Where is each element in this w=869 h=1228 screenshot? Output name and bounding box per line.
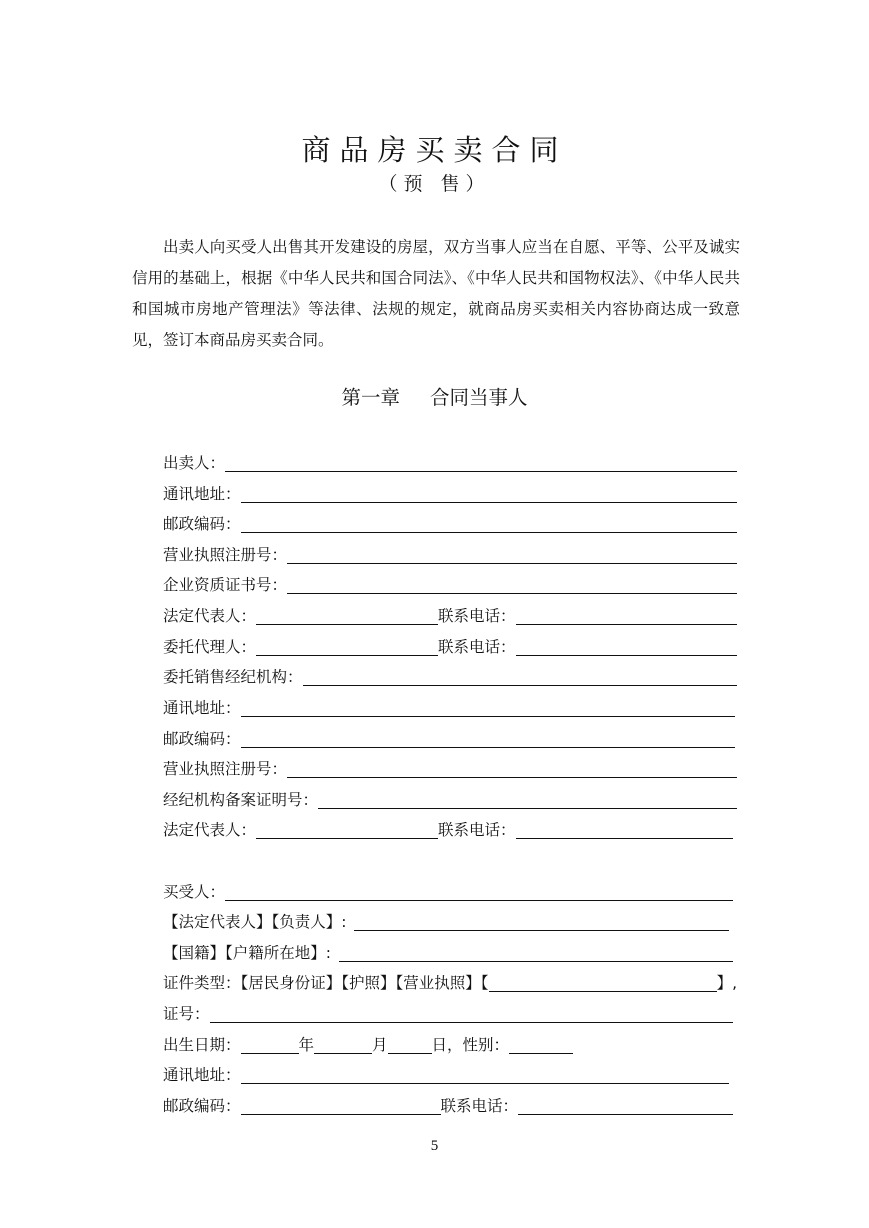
seller-agent-label: 委托代理人：	[163, 638, 257, 656]
seller-name-field[interactable]	[225, 451, 737, 472]
agency-record-label: 经纪机构备案证明号：	[163, 791, 319, 809]
buyer-postcode-field[interactable]	[241, 1094, 441, 1115]
seller-agent-field[interactable]	[256, 635, 438, 656]
agency-legal-rep-field[interactable]	[256, 818, 438, 839]
seller-qualification-field[interactable]	[287, 573, 737, 594]
agency-license-row	[163, 754, 737, 780]
seller-legal-rep-row	[163, 601, 737, 627]
seller-name-label: 出卖人：	[163, 454, 226, 472]
seller-legal-rep-label: 法定代表人：	[163, 607, 257, 625]
agency-record-field[interactable]	[318, 788, 737, 809]
seller-legal-rep-field[interactable]	[256, 604, 438, 625]
agency-name-field[interactable]	[303, 665, 737, 686]
buyer-rep-row	[163, 907, 729, 933]
seller-qualification-row	[163, 570, 737, 596]
chapter-heading	[0, 382, 869, 414]
agency-name-row	[163, 662, 737, 688]
agency-phone-field[interactable]	[516, 818, 733, 839]
seller-license-row	[163, 540, 737, 566]
seller-address-label: 通讯地址：	[163, 485, 241, 503]
preamble-paragraph: 出卖人向买受人出售其开发建设的房屋，双方当事人应当在自愿、平等、公平及诚实信用的基础上，根据《中华人民共和国合同法》、《中华人民共和国物权法》、《中华人民共和国城市房地产管理法》等法律、法规的规定，就商品房买卖相关内容协商达成一致意见，签订本商品房买卖合同。	[132, 238, 740, 349]
seller-license-field[interactable]	[287, 543, 737, 564]
day-gender-label: 日，性别：	[431, 1036, 510, 1054]
agency-legal-rep-row	[163, 815, 733, 841]
buyer-nationality-row	[163, 938, 733, 964]
year-label: 年	[298, 1036, 315, 1054]
page-number: 5	[430, 1138, 439, 1154]
birth-day-field[interactable]	[388, 1033, 432, 1054]
buyer-postcode-label: 邮政编码：	[163, 1097, 241, 1115]
seller-agent-phone-field[interactable]	[516, 635, 737, 656]
buyer-address-label: 通讯地址：	[163, 1066, 241, 1084]
buyer-birth-row	[163, 1030, 573, 1056]
agency-address-field[interactable]	[241, 696, 735, 717]
agency-postcode-field[interactable]	[241, 727, 735, 748]
seller-license-label: 营业执照注册号：	[163, 546, 288, 564]
buyer-id-type-field[interactable]	[489, 971, 717, 992]
seller-phone-label: 联系电话：	[438, 607, 516, 625]
buyer-rep-field[interactable]	[354, 910, 729, 931]
agency-postcode-label: 邮政编码：	[163, 730, 241, 748]
seller-phone-field[interactable]	[516, 604, 737, 625]
buyer-id-type-row	[163, 968, 737, 994]
buyer-id-number-label: 证号：	[163, 1005, 210, 1023]
agency-record-row	[163, 785, 737, 811]
buyer-name-row	[163, 877, 733, 903]
seller-address-field[interactable]	[241, 482, 737, 503]
document-subtitle: （预 售）	[378, 173, 491, 195]
seller-postcode-field[interactable]	[241, 512, 737, 533]
buyer-nationality-field[interactable]	[339, 941, 733, 962]
buyer-id-number-field[interactable]	[210, 1002, 733, 1023]
buyer-nationality-label: 【国籍】【户籍所在地】:	[163, 944, 331, 962]
agency-address-row	[163, 693, 735, 719]
birth-year-field[interactable]	[241, 1033, 299, 1054]
seller-postcode-row	[163, 509, 737, 535]
buyer-postcode-row	[163, 1091, 733, 1117]
seller-address-row	[163, 479, 737, 505]
buyer-id-type-close: 】,	[716, 974, 737, 992]
seller-agent-row	[163, 632, 737, 658]
birth-month-field[interactable]	[314, 1033, 372, 1054]
buyer-rep-label: 【法定代表人】【负责人】:	[163, 913, 347, 931]
buyer-id-type-label: 证件类型：【居民身份证】【护照】【营业执照】【	[163, 974, 489, 992]
seller-postcode-label: 邮政编码：	[163, 515, 241, 533]
agency-phone-label: 联系电话：	[438, 821, 516, 839]
agency-license-field[interactable]	[287, 757, 737, 778]
buyer-name-label: 买受人：	[163, 883, 226, 901]
buyer-address-row	[163, 1060, 729, 1086]
agency-legal-rep-label: 法定代表人：	[163, 821, 257, 839]
buyer-phone-label: 联系电话：	[440, 1097, 519, 1115]
agency-address-label: 通讯地址：	[163, 699, 241, 717]
agency-postcode-row	[163, 724, 735, 750]
chapter-title: 合同当事人	[430, 386, 528, 409]
buyer-name-field[interactable]	[225, 880, 733, 901]
seller-qualification-label: 企业资质证书号：	[163, 576, 288, 594]
seller-name-row	[163, 448, 737, 474]
buyer-birth-label: 出生日期：	[163, 1036, 241, 1054]
gender-field[interactable]	[509, 1033, 573, 1054]
buyer-address-field[interactable]	[241, 1063, 729, 1084]
buyer-id-number-row	[163, 999, 733, 1025]
agency-name-label: 委托销售经纪机构：	[163, 668, 303, 686]
seller-agent-phone-label: 联系电话：	[438, 638, 516, 656]
agency-license-label: 营业执照注册号：	[163, 760, 288, 778]
buyer-phone-field[interactable]	[518, 1094, 733, 1115]
chapter-number: 第一章	[341, 386, 400, 409]
document-title: 商品房买卖合同	[301, 133, 568, 167]
month-label: 月	[372, 1036, 388, 1054]
